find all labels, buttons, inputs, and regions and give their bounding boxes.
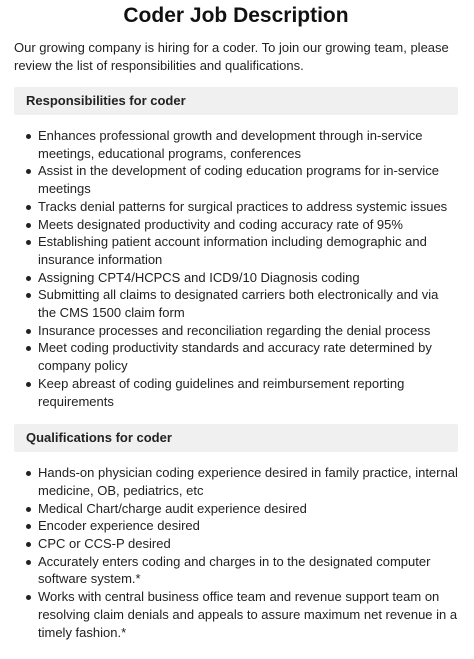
bullet-icon <box>26 542 31 547</box>
qualifications-heading: Qualifications for coder <box>14 424 458 452</box>
list-item <box>14 269 458 287</box>
bullet-icon <box>26 382 31 387</box>
responsibilities-list <box>14 127 458 410</box>
list-item-text: Meet coding productivity standards and accuracy rate determined by company policy <box>38 340 432 374</box>
list-item-text: Insurance processes and reconciliation regarding the denial process <box>38 322 431 338</box>
list-item <box>14 339 458 374</box>
list-item-text: Establishing patient account information including demographic and insurance information <box>38 234 427 267</box>
list-item <box>14 375 458 410</box>
list-item-text: Hands-on physician coding experience desired in family practice, internal medicine, OB, pediatrics, etc <box>38 465 458 498</box>
list-item <box>14 198 458 216</box>
page-title: Coder Job Description <box>123 4 349 27</box>
list-item <box>14 517 458 535</box>
bullet-icon <box>26 134 31 139</box>
list-item <box>14 464 458 499</box>
list-item-text: Enhances professional growth and development through in-service meetings, educational programs, conferences <box>38 128 423 161</box>
list-item-text: Assigning CPT4/HCPCS and ICD9/10 Diagnosis coding <box>38 269 360 285</box>
bullet-icon <box>26 524 31 529</box>
list-item <box>14 216 458 234</box>
bullet-icon <box>26 276 31 281</box>
list-item <box>14 233 458 268</box>
list-item-text: Medical Chart/charge audit experience desired <box>38 500 307 516</box>
bullet-icon <box>26 471 31 476</box>
bullet-icon <box>26 240 31 245</box>
bullet-icon <box>26 205 31 210</box>
bullet-icon <box>26 169 31 174</box>
list-item <box>14 535 458 553</box>
list-item <box>14 286 458 321</box>
list-item-text: Encoder experience desired <box>38 518 200 534</box>
list-item <box>14 553 458 588</box>
bullet-icon <box>26 329 31 334</box>
bullet-icon <box>26 560 31 565</box>
bullet-icon <box>26 346 31 351</box>
list-item-text: Keep abreast of coding guidelines and reimbursement reporting requirements <box>38 375 405 409</box>
qualifications-list <box>14 464 458 641</box>
intro-paragraph: Our growing company is hiring for a coder. To join our growing team, please review the list of responsibilities and qualifications. <box>14 40 449 73</box>
list-item-text: CPC or CCS-P desired <box>38 536 171 552</box>
list-item <box>14 162 458 197</box>
list-item-text: Tracks denial patterns for surgical practices to address systemic issues <box>38 198 448 214</box>
list-item-text: Submitting all claims to designated carriers both electronically and via the CMS 1500 claim form <box>38 287 439 321</box>
bullet-icon <box>26 507 31 512</box>
list-item-text: Accurately enters coding and charges in to the designated computer software system.* <box>38 553 431 587</box>
list-item-text: Assist in the development of coding education programs for in-service meetings <box>38 163 440 197</box>
list-item <box>14 588 458 641</box>
bullet-icon <box>26 223 31 228</box>
list-item <box>14 322 458 340</box>
list-item-text: Meets designated productivity and coding accuracy rate of 95% <box>38 216 403 232</box>
list-item <box>14 500 458 518</box>
bullet-icon <box>26 595 31 600</box>
responsibilities-heading: Responsibilities for coder <box>14 87 458 115</box>
list-item-text: Works with central business office team and revenue support team on resolving claim denials and appeals to assure maximum net revenue in a timely fashion.* <box>38 589 458 640</box>
bullet-icon <box>26 293 31 298</box>
list-item <box>14 127 458 162</box>
